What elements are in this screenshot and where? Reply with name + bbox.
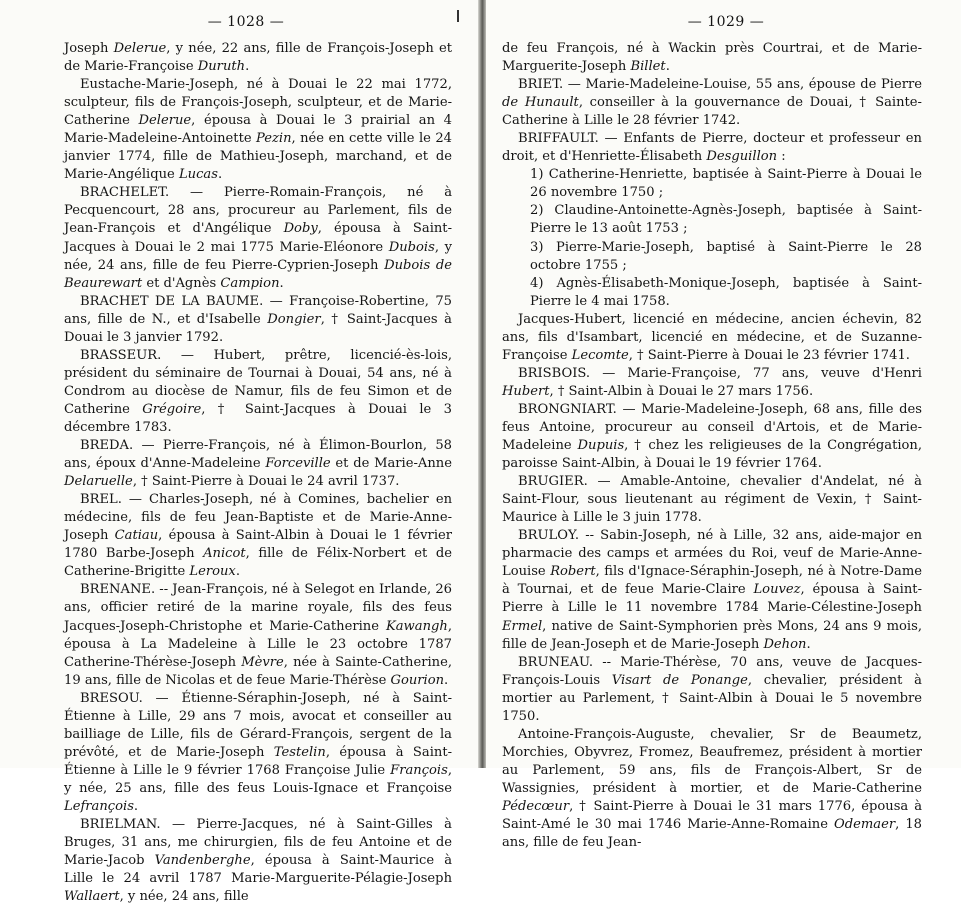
entry-paragraph: Eustache-Marie-Joseph, né à Douai le 22 mai 1772, sculpteur, fils de François-Joseph, sculpteur, et de Marie-Catherine Delerue, épousa à Douai le 3 prairial an 4 Marie-Madeleine-Antoinette Pezin, née en cette ville le 24 janvier 1774, fille de Mathieu-Joseph, marchand, et de Marie-Angélique Lucas.	[64, 77, 452, 183]
page-number: — 1029 —	[687, 14, 765, 30]
margin-mark	[457, 10, 459, 22]
entry-paragraph: BREL. — Charles-Joseph, né à Comines, bachelier en médecine, fils de feu Jean-Baptiste et de Marie-Anne-Joseph Catiau, épousa à Saint-Albin à Douai le 1 février 1780 Barbe-Joseph Anicot, fille de Félix-Norbert et de Catherine-Brigitte Leroux.	[64, 492, 453, 580]
entry-paragraph: Jacques-Hubert, licencié en médecine, ancien échevin, 82 ans, fils d'Isambart, licencié en médecine, et de Suzanne-Françoise Lecomte, † Saint-Pierre à Douai le 23 février 1741.	[502, 311, 922, 363]
entry-paragraph: BRUNEAU. -- Marie-Thérèse, 70 ans, veuve de Jacques-François-Louis Visart de Ponange, chevalier, président à mortier au Parlement, † Saint-Albin à Douai le 5 novembre 1750.	[502, 654, 922, 724]
entry-paragraph: BRISBOIS. — Marie-Françoise, 77 ans, veuve d'Henri Hubert, † Saint-Albin à Douai le 27 mars 1756.	[502, 365, 922, 399]
entry-paragraph: 2) Claudine-Antoinette-Agnès-Joseph, baptisée à Saint-Pierre le 13 août 1753 ;	[530, 203, 922, 237]
entry-paragraph: 1) Catherine-Henriette, baptisée à Saint-Pierre à Douai le 26 novembre 1750 ;	[530, 167, 922, 201]
entry-paragraph: BREDA. — Pierre-François, né à Élimon-Bourlon, 58 ans, époux d'Anne-Madeleine Forceville et de Marie-Anne Delaruelle, † Saint-Pierre à Douai le 24 avril 1737.	[64, 438, 452, 490]
entry-paragraph: BRIELMAN. — Pierre-Jacques, né à Saint-Gilles à Bruges, 31 ans, me chirurgien, fils de feu Antoine et de Marie-Jacob Vandenberghe, épousa à Saint-Maurice à Lille le 24 avril 1787 Marie-Marguerite-Pélagie-Joseph Wallaert, y née, 24 ans, fille	[64, 817, 453, 905]
entry-paragraph: BRUGIER. — Amable-Antoine, chevalier d'Andelat, né à Saint-Flour, sous lieutenant au régiment de Vexin, † Saint-Maurice à Lille le 3 juin 1778.	[502, 474, 922, 526]
entry-paragraph: BRASSEUR. — Hubert, prêtre, licencié-ès-lois, président du séminaire de Tournai à Douai, 54 ans, né à Condrom au diocèse de Namur, fils de feu Simon et de Catherine Grégoire, † Saint-Jacques à Douai le 3 décembre 1783.	[64, 347, 452, 435]
book-gutter	[478, 0, 486, 768]
entry-paragraph: Antoine-François-Auguste, chevalier, Sr de Beaumetz, Morchies, Obyvrez, Fromez, Beaufremez, président à mortier au Parlement, 59 ans, fils de François-Albert, Sr de Wassignies, président à mortier, et de Marie-Catherine Pédecœur, † Saint-Pierre à Douai le 31 mars 1776, épousa à Saint-Amé le 30 mai 1746 Marie-Anne-Romaine Odemaer, 18 ans, fille de feu Jean-	[502, 726, 922, 851]
entry-paragraph: de feu François, né à Wackin près Courtrai, et de Marie-Marguerite-Joseph Billet.	[502, 41, 922, 75]
left-page	[0, 0, 478, 905]
page-body	[502, 40, 922, 852]
entry-paragraph: BRENANE. -- Jean-François, né à Selegot en Irlande, 26 ans, officier retiré de la marine royale, fils des feus Jacques-Joseph-Christophe et Marie-Catherine Kawangh, épousa à La Madeleine à Lille le 23 octobre 1787 Catherine-Thérèse-Joseph Mèvre, née à Sainte-Catherine, 19 ans, fille de Nicolas et de feue Marie-Thérèse Gourion.	[64, 582, 453, 688]
entry-paragraph: BRACHELET. — Pierre-Romain-François, né à Pecquencourt, 28 ans, procureur au Parlement, fils de Jean-François et d'Angélique Doby, épousa à Saint-Jacques à Douai le 2 mai 1775 Marie-Eléonore Dubois, y née, 24 ans, fille de feu Pierre-Cyprien-Joseph Dubois de Beaurewart et d'Agnès Campion.	[64, 185, 452, 291]
right-page	[486, 0, 961, 851]
entry-paragraph: BRIET. — Marie-Madeleine-Louise, 55 ans, épouse de Pierre de Hunault, conseiller à la gouvernance de Douai, † Sainte-Catherine à Lille le 28 février 1742.	[502, 77, 922, 129]
entry-paragraph: BRIFFAULT. — Enfants de Pierre, docteur et professeur en droit, et d'Henriette-Élisabeth Desguillon :	[502, 131, 922, 165]
entry-paragraph: BRONGNIART. — Marie-Madeleine-Joseph, 68 ans, fille des feus Antoine, procureur au conseil d'Artois, et de Marie-Madeleine Dupuis, † chez les religieuses de la Congrégation, paroisse Saint-Albin, à Douai le 19 février 1764.	[502, 401, 922, 472]
entry-paragraph: BRESOU. — Étienne-Séraphin-Joseph, né à Saint-Étienne à Lille, 29 ans 7 mois, avocat et conseiller au bailliage de Lille, fils de Gérard-François, sergent de la prévôté, et de Marie-Joseph Testelin, épousa à Saint-Étienne à Lille le 9 février 1768 Françoise Julie François, y née, 25 ans, fille des feus Louis-Ignace et Françoise Lefrançois.	[64, 690, 452, 814]
entry-paragraph: 4) Agnès-Élisabeth-Monique-Joseph, baptisée à Saint-Pierre le 4 mai 1758.	[530, 275, 922, 309]
page-number: — 1028 —	[207, 14, 285, 30]
entry-paragraph: Joseph Delerue, y née, 22 ans, fille de François-Joseph et de Marie-Françoise Duruth.	[64, 41, 453, 75]
entry-paragraph: 3) Pierre-Marie-Joseph, baptisé à Saint-Pierre le 28 octobre 1755 ;	[530, 239, 922, 273]
entry-paragraph: BRACHET DE LA BAUME. — Françoise-Robertine, 75 ans, fille de N., et d'Isabelle Dongier, † Saint-Jacques à Douai le 3 janvier 1792.	[64, 293, 452, 345]
page-body	[64, 40, 452, 906]
entry-paragraph: BRULOY. -- Sabin-Joseph, né à Lille, 32 ans, aide-major en pharmacie des camps et armées du Roi, veuf de Marie-Anne-Louise Robert, fils d'Ignace-Séraphin-Joseph, né à Notre-Dame à Tournai, et de feue Marie-Claire Louvez, épousa à Saint-Pierre à Lille le 11 novembre 1784 Marie-Célestine-Joseph Ermel, native de Saint-Symphorien près Mons, 24 ans 9 mois, fille de Jean-Joseph et de Marie-Joseph Dehon.	[502, 528, 922, 652]
